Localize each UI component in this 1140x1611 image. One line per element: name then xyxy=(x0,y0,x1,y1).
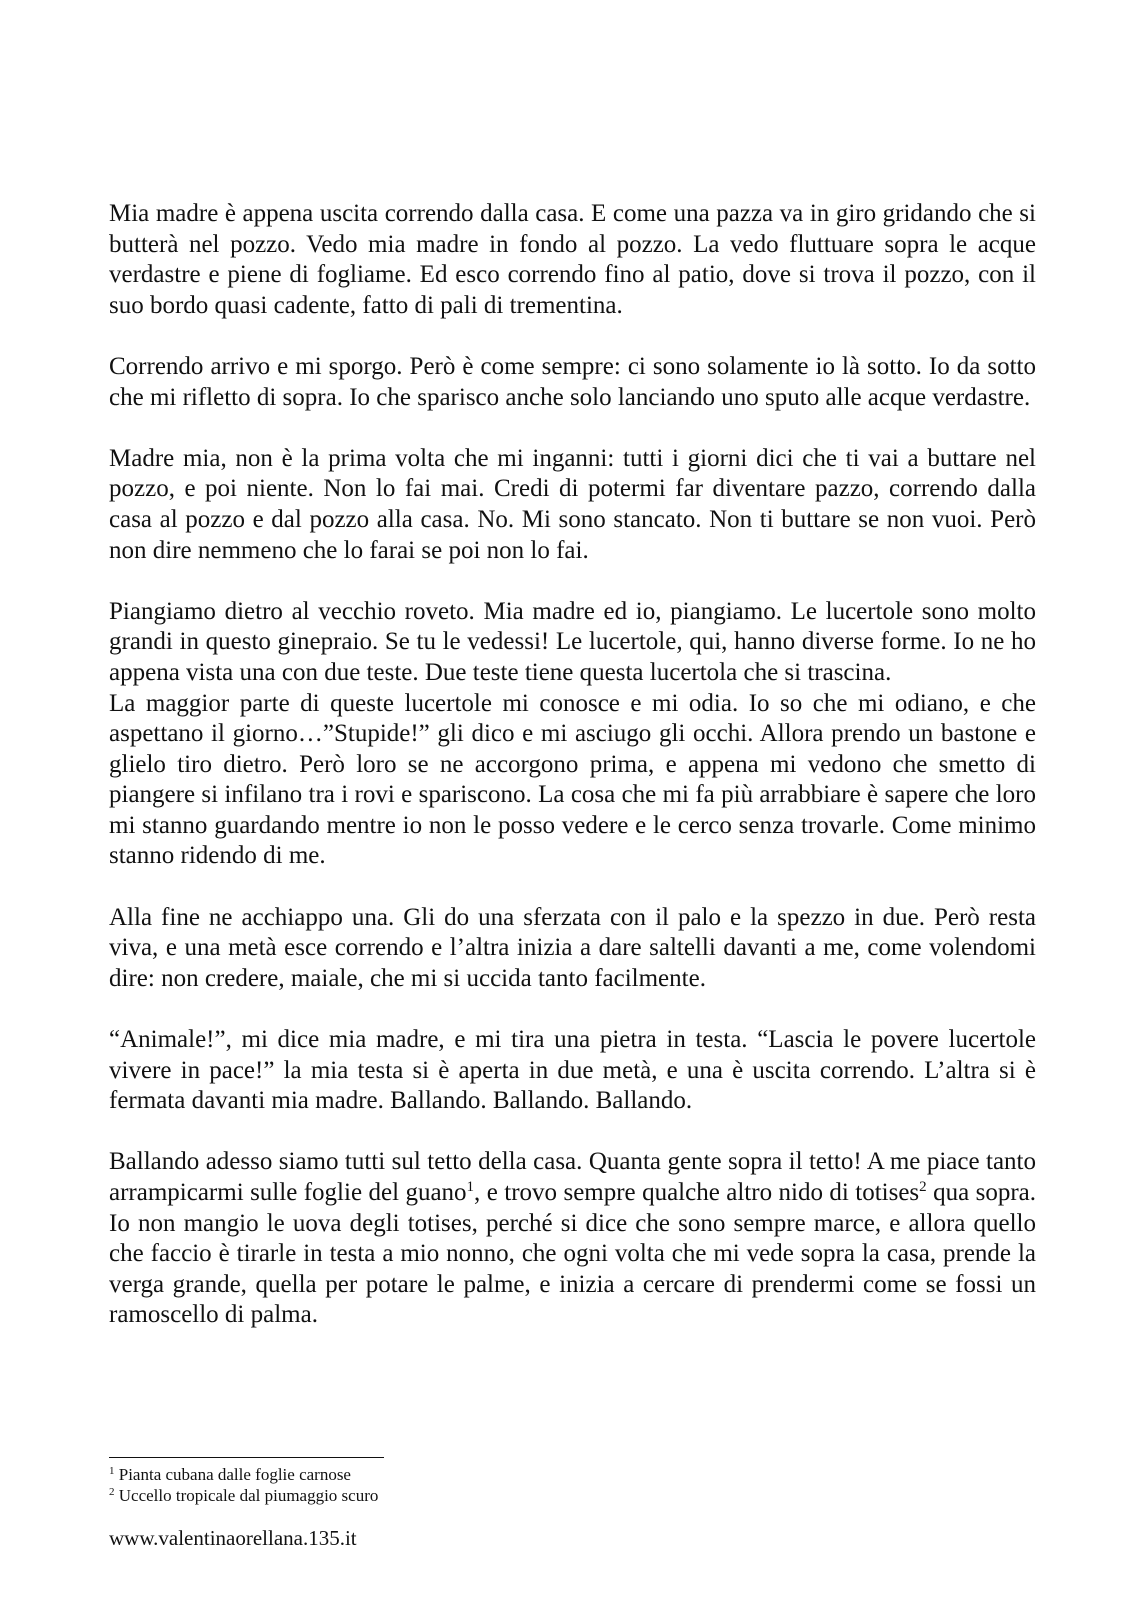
footnotes xyxy=(109,1464,1009,1506)
paragraph-8 xyxy=(109,1147,1036,1331)
paragraph-4: Piangiamo dietro al vecchio roveto. Mia madre ed io, piangiamo. Le lucertole sono molto grandi in questo ginepraio. Se tu le vedessi! Le lucertole, qui, hanno diverse forme. Io ne ho appena vista una con due teste. Due teste tiene questa lucertola che si trascina. xyxy=(109,597,1036,686)
footnote-2 xyxy=(109,1485,1009,1506)
paragraph-8-part-2: , e trovo sempre qualche altro nido di totises xyxy=(474,1179,920,1206)
paragraph-3: Madre mia, non è la prima volta che mi inganni: tutti i giorni dici che ti vai a buttare nel pozzo, e poi niente. Non lo fai mai. Credi di potermi far diventare pazzo, correndo dalla casa al pozzo e dal pozzo alla casa. No. Mi sono stancato. Non ti buttare se non vuoi. Però non dire nemmeno che lo farai se poi non lo fai. xyxy=(109,444,1036,564)
footnote-ref-1[interactable]: 1 xyxy=(466,1179,475,1195)
body-text xyxy=(109,199,1036,1362)
footnote-text-2: Uccello tropicale dal piumaggio scuro xyxy=(118,1486,379,1505)
paragraph-8-part-3: qua sopra. Io non mangio le uova degli totises, perché si dice che sono sempre marce, e allora quello che faccio è tirarle in testa a mio nonno, che ogni volta che mi vede sopra la casa, prende la verga grande, quella per potare le palme, e inizia a cercare di prendermi come se fossi un ramoscello di palma. xyxy=(109,1179,1037,1329)
paragraph-1: Mia madre è appena uscita correndo dalla casa. E come una pazza va in giro gridando che si butterà nel pozzo. Vedo mia madre in fondo al pozzo. La vedo fluttuare sopra le acque verdastre e piene di fogliame. Ed esco correndo fino al patio, dove si trova il pozzo, con il suo bordo quasi cadente, fatto di pali di trementina. xyxy=(109,200,1036,319)
footnote-separator xyxy=(109,1457,384,1458)
footnote-1 xyxy=(109,1464,1009,1485)
footnote-mark-1: 1 xyxy=(109,1465,115,1477)
paragraph-5: La maggior parte di queste lucertole mi conosce e mi odia. Io so che mi odiano, e che aspettano il giorno…”Stupide!” gli dico e mi asciugo gli occhi. Allora prendo un bastone e glielo tiro dietro. Però loro se ne accorgono prima, e appena mi vedono che smetto di piangere si infilano tra i rovi e spariscono. La cosa che mi fa più arrabbiare è sapere che loro mi stanno guardando mentre io non le posso vedere e le cerco senza trovarle. Come minimo stanno ridendo di me. xyxy=(109,689,1036,870)
paragraph-7: “Animale!”, mi dice mia madre, e mi tira una pietra in testa. “Lascia le povere lucertole vivere in pace!” la mia testa si è aperta in due metà, e una è uscita correndo. L’altra si è fermata davanti mia madre. Ballando. Ballando. Ballando. xyxy=(109,1026,1036,1115)
footnote-text-1: Pianta cubana dalle foglie carnose xyxy=(118,1465,351,1484)
footnote-mark-2: 2 xyxy=(109,1486,115,1498)
paragraph-2: Correndo arrivo e mi sporgo. Però è come sempre: ci sono solamente io là sotto. Io da sotto che mi rifletto di sopra. Io che sparisco anche solo lanciando uno sputo alle acque verdastre. xyxy=(109,352,1036,411)
paragraph-6: Alla fine ne acchiappo una. Gli do una sferzata con il palo e la spezzo in due. Però resta viva, e una metà esce correndo e l’altra inizia a dare saltelli davanti a me, come volendomi dire: non credere, maiale, che mi si uccida tanto facilmente. xyxy=(109,903,1036,992)
footnote-ref-2[interactable]: 2 xyxy=(919,1179,927,1195)
footer-url[interactable]: www.valentinaorellana.135.it xyxy=(109,1526,357,1550)
paragraph-8-part-1: Ballando adesso siamo tutti sul tetto della casa. Quanta gente sopra il tetto! A me piace tanto arrampicarmi sulle foglie del guano xyxy=(109,1148,1036,1206)
